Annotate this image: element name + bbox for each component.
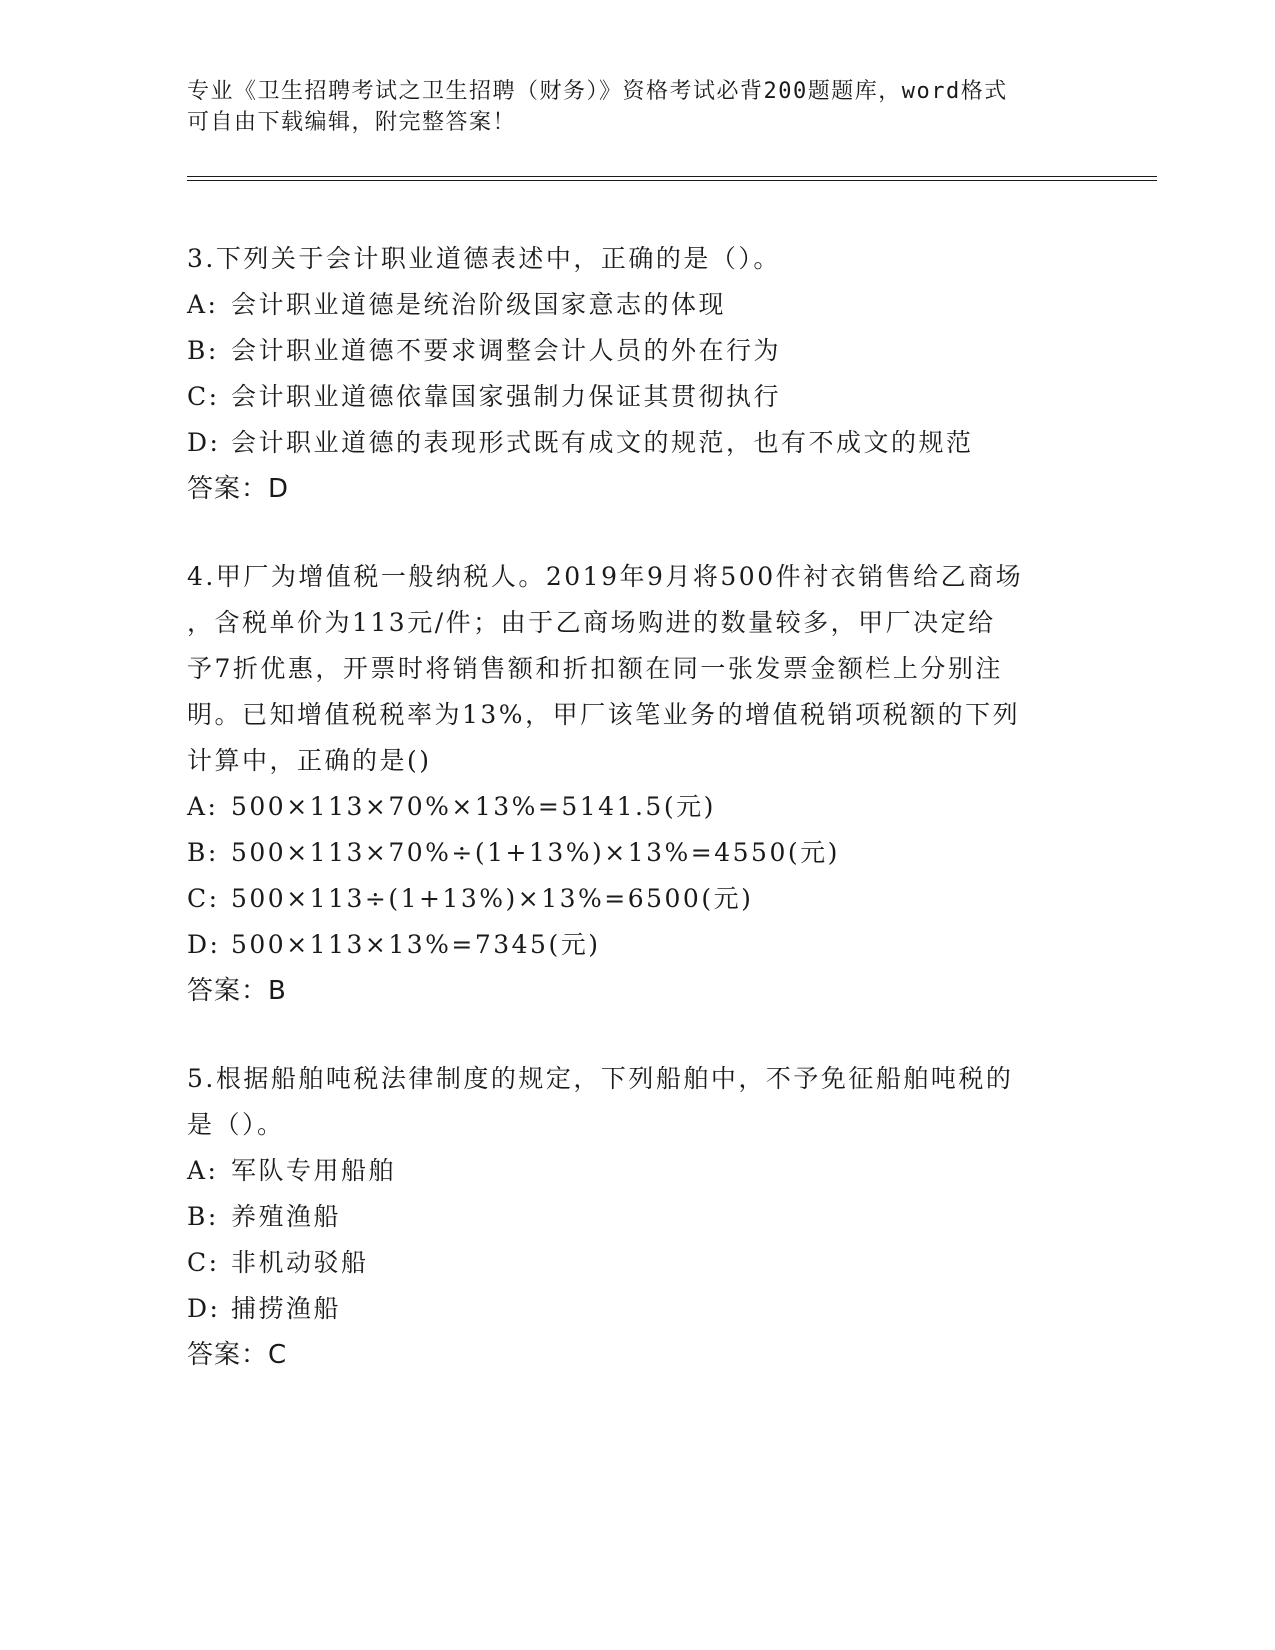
header-line-1: 专业《卫生招聘考试之卫生招聘（财务）》资格考试必背200题题库，word格式: [187, 79, 1008, 104]
option-d: [187, 420, 1067, 466]
option-text: 军队专用船舶: [231, 1156, 397, 1185]
option-d: [187, 1286, 1067, 1332]
header-line-2: 可自由下载编辑，附完整答案！: [187, 110, 517, 135]
option-text: 养殖渔船: [231, 1202, 342, 1231]
question-stem-line: 明。已知增值税税率为13%，甲厂该笔业务的增值税销项税额的下列: [187, 700, 1021, 729]
option-c: [187, 1240, 1067, 1286]
option-text: 500×113×70%×13%=5141.5(元): [231, 792, 716, 821]
question-stem-line: 4.甲厂为增值税一般纳税人。2019年9月将500件衬衣销售给乙商场: [187, 562, 1024, 591]
option-key: D:: [187, 1294, 221, 1323]
answer-label: 答案：D: [187, 474, 290, 504]
question-stem-line: 是（）。: [187, 1110, 285, 1139]
option-key: A:: [187, 290, 219, 319]
option-text: 500×113÷(1+13%)×13%=6500(元): [231, 884, 754, 913]
option-text: 500×113×70%÷(1+13%)×13%=4550(元): [231, 838, 840, 867]
option-d: [187, 922, 1067, 968]
option-a: [187, 784, 1067, 830]
option-a: [187, 1148, 1067, 1194]
option-key: C:: [187, 382, 220, 411]
question-stem: 3.下列关于会计职业道德表述中，正确的是（）。: [187, 244, 781, 273]
question-5: [187, 1056, 1067, 1378]
option-text: 会计职业道德是统治阶级国家意志的体现: [231, 290, 727, 319]
option-b: [187, 830, 1067, 876]
option-key: B:: [187, 1202, 219, 1231]
question-stem-line: 5.根据船舶吨税法律制度的规定，下列船舶中，不予免征船舶吨税的: [187, 1064, 1014, 1093]
option-text: 非机动驳船: [231, 1248, 369, 1277]
question-list: [187, 236, 1067, 1420]
option-key: B:: [187, 336, 219, 365]
document-header: [187, 76, 1067, 138]
question-stem-line: ，含税单价为113元/件；由于乙商场购进的数量较多，甲厂决定给: [187, 608, 996, 637]
question-4: [187, 554, 1067, 1014]
option-text: 500×113×13%=7345(元): [231, 930, 601, 959]
option-key: D:: [187, 428, 221, 457]
answer-label: 答案：B: [187, 976, 287, 1006]
option-a: [187, 282, 1067, 328]
option-c: [187, 876, 1067, 922]
option-text: 会计职业道德依靠国家强制力保证其贯彻执行: [231, 382, 782, 411]
option-text: 会计职业道德不要求调整会计人员的外在行为: [231, 336, 782, 365]
question-stem-line: 计算中，正确的是(): [187, 746, 432, 775]
option-key: A:: [187, 792, 219, 821]
option-key: B:: [187, 838, 219, 867]
answer-label: 答案：C: [187, 1340, 288, 1370]
option-text: 捕捞渔船: [231, 1294, 342, 1323]
option-b: [187, 328, 1067, 374]
question-stem-line: 予7折优惠，开票时将销售额和折扣额在同一张发票金额栏上分别注: [187, 654, 1003, 683]
option-key: A:: [187, 1156, 219, 1185]
option-text: 会计职业道德的表现形式既有成文的规范，也有不成文的规范: [231, 428, 974, 457]
option-b: [187, 1194, 1067, 1240]
header-divider: [187, 176, 1157, 181]
option-key: C:: [187, 1248, 220, 1277]
option-c: [187, 374, 1067, 420]
option-key: C:: [187, 884, 220, 913]
option-key: D:: [187, 930, 221, 959]
question-3: [187, 236, 1067, 512]
